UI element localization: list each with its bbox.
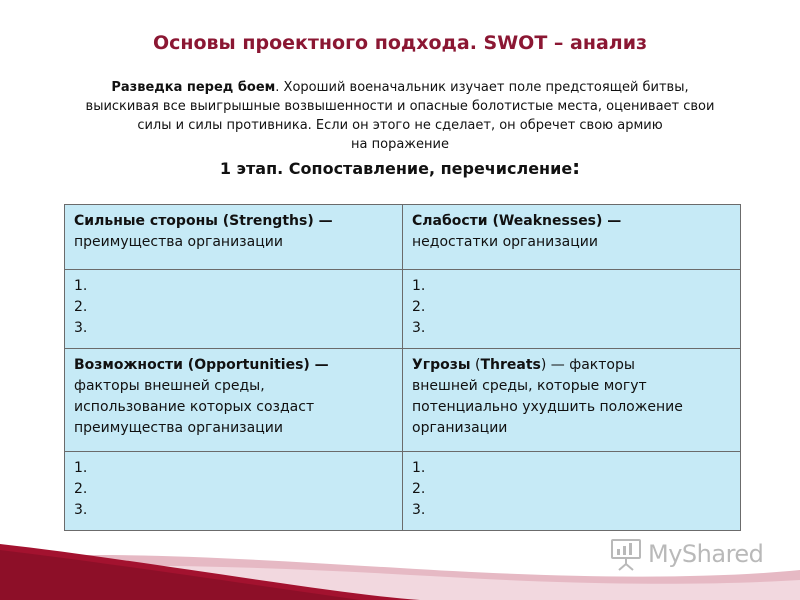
list-item: 2.	[74, 299, 88, 315]
strengths-title: Сильные стороны (Strengths) —	[74, 213, 333, 229]
intro-lead: Разведка перед боем	[111, 80, 276, 95]
swot-table	[64, 204, 741, 531]
threats-desc-2: потенциально ухудшить положение	[412, 399, 683, 415]
list-item: 3.	[412, 320, 426, 336]
threats-header-cell	[403, 349, 741, 452]
opportunities-header-cell	[65, 349, 403, 452]
stage-heading	[0, 155, 800, 179]
intro-line-1	[60, 78, 740, 97]
swot-row-header-2	[65, 349, 741, 452]
intro-line-2: выискивая все выигрышные возвышенности и опасные болотистые места, оценивает свои	[85, 99, 715, 114]
threats-title-paren-open: (	[470, 357, 481, 373]
list-item: 3.	[74, 502, 88, 518]
strengths-desc: преимущества организации	[74, 234, 283, 250]
intro-line-4: на поражение	[351, 137, 449, 152]
logo-text: MyShared	[648, 540, 764, 568]
presentation-icon	[610, 537, 642, 571]
strengths-header-cell	[65, 205, 403, 270]
threats-title-en: Threats	[480, 357, 541, 373]
opportunities-desc-2: использование которых создаст	[74, 399, 315, 415]
stage-text: 1 этап. Сопоставление, перечисление	[219, 159, 573, 178]
slide-title: Основы проектного подхода. SWOT – анализ	[152, 32, 648, 54]
intro-paragraph	[60, 78, 740, 154]
weaknesses-title: Слабости (Weaknesses) —	[412, 213, 622, 229]
list-item: 2.	[412, 299, 426, 315]
list-item: 3.	[412, 502, 426, 518]
swot-row-list-1	[65, 270, 741, 349]
stage-colon: :	[572, 155, 581, 179]
threats-title-ru: Угрозы	[412, 357, 471, 373]
threats-desc-3: организации	[412, 420, 508, 436]
weaknesses-list-cell	[403, 270, 741, 349]
opportunities-desc-1: факторы внешней среды,	[74, 378, 265, 394]
intro-line-3: силы и силы противника. Если он этого не сделает, он обречет свою армию	[137, 118, 663, 133]
list-item: 1.	[412, 460, 426, 476]
list-item: 3.	[74, 320, 88, 336]
list-item: 1.	[412, 278, 426, 294]
threats-title-rest: ) — факторы	[540, 357, 635, 373]
list-item: 2.	[74, 481, 88, 497]
list-item: 2.	[412, 481, 426, 497]
intro-line-1-rest: . Хороший военачальник изучает поле предстоящей битвы,	[275, 80, 689, 95]
weaknesses-header-cell	[403, 205, 741, 270]
swot-row-header-1	[65, 205, 741, 270]
opportunities-desc-3: преимущества организации	[74, 420, 283, 436]
strengths-list-cell	[65, 270, 403, 349]
myshared-logo	[610, 537, 763, 571]
list-item: 1.	[74, 460, 88, 476]
list-item: 1.	[74, 278, 88, 294]
threats-desc-1: внешней среды, которые могут	[412, 378, 647, 394]
opportunities-title: Возможности (Opportunities) —	[74, 357, 329, 373]
threats-title	[412, 355, 731, 376]
weaknesses-desc: недостатки организации	[412, 234, 598, 250]
